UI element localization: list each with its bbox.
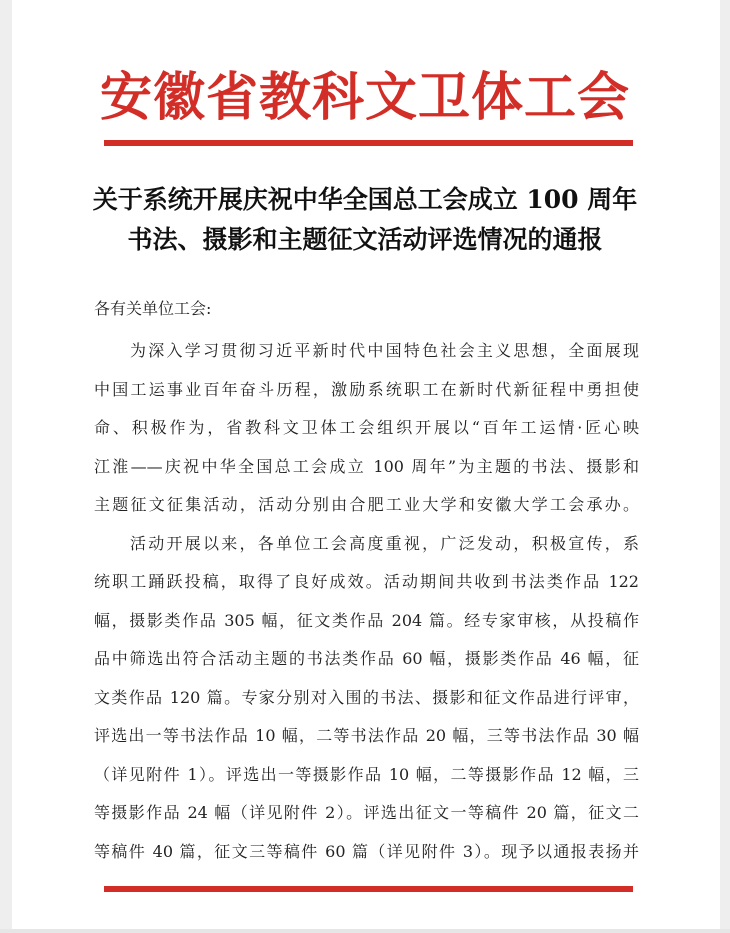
paragraph-1-line-1: 为深入学习贯彻习近平新时代中国特色社会主义思想，全面展现 [130,341,639,360]
paragraph-2-line-5: 文类作品 120 篇。专家分别对入围的书法、摄影和征文作品进行评审， [94,688,639,707]
document-title-line-2: 书法、摄影和主题征文活动评选情况的通报 [127,225,603,254]
viewer-bottom-margin [0,929,730,933]
paragraph-2-line-3: 幅，摄影类作品 305 幅，征文类作品 204 篇。经专家审核，从投稿作 [94,611,639,630]
paragraph-2-line-1: 活动开展以来，各单位工会高度重视，广泛发动，积极宣传，系 [130,534,639,553]
paragraph-1-line-3: 命、积极作为，省教科文卫体工会组织开展以“百年工运情·匠心映 [94,418,639,437]
masthead-red-rule [104,140,633,146]
paragraph-1-line-4: 江淮——庆祝中华全国总工会成立 100 周年”为主题的书法、摄影和 [94,457,639,476]
footer-red-rule [104,886,633,892]
paragraph-2-line-2: 统职工踊跃投稿，取得了良好成效。活动期间共收到书法类作品 122 [94,572,639,591]
salutation: 各有关单位工会: [94,299,212,318]
paragraph-1-line-2: 中国工运事业百年奋斗历程，激励系统职工在新时代新征程中勇担使 [94,380,639,399]
paragraph-2-line-6: 评选出一等书法作品 10 幅，二等书法作品 20 幅，三等书法作品 30 幅 [94,726,639,745]
document-title-line-1: 关于系统开展庆祝中华全国总工会成立 100 周年 [92,185,638,214]
paragraph-2-line-7: （详见附件 1）。评选出一等摄影作品 10 幅，二等摄影作品 12 幅，三 [94,765,639,784]
document-masthead: 安徽省教科文卫体工会 [100,67,631,128]
paragraph-2-line-8: 等摄影作品 24 幅（详见附件 2）。评选出征文一等稿件 20 篇，征文二 [94,803,639,822]
paragraph-2-line-9: 等稿件 40 篇，征文三等稿件 60 篇（详见附件 3）。现予以通报表扬并 [94,842,639,861]
paragraph-1-line-5: 主题征文征集活动，活动分别由合肥工业大学和安徽大学工会承办。 [94,495,639,514]
paragraph-2-line-4: 品中筛选出符合活动主题的书法类作品 60 幅，摄影类作品 46 幅，征 [94,649,639,668]
viewer-left-margin [0,0,12,933]
viewer-right-margin [720,0,730,933]
